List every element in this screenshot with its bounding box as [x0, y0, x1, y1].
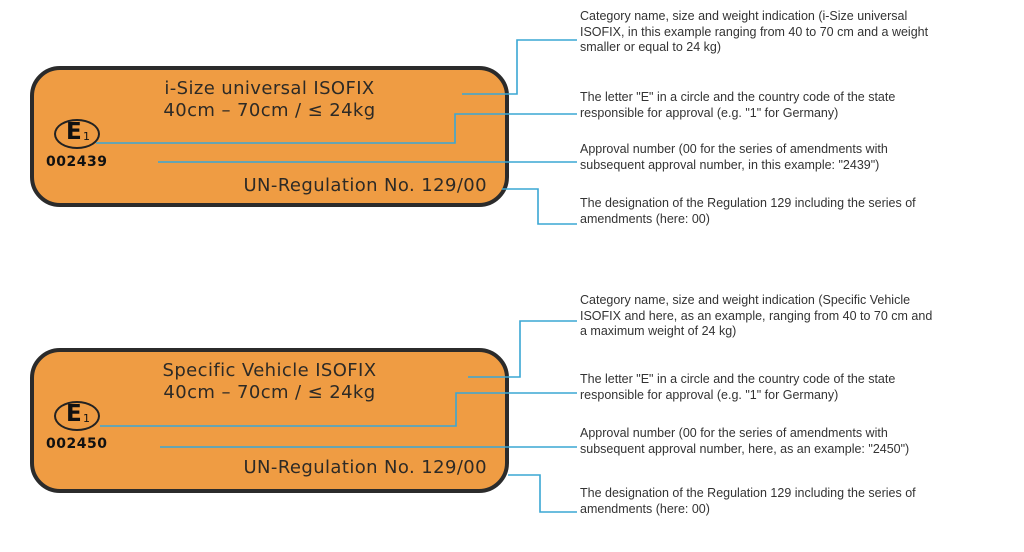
e-mark-country-code: 1: [83, 412, 90, 425]
regulation-designation: UN-Regulation No. 129/00: [243, 175, 487, 196]
approval-number: 002439: [46, 154, 108, 170]
e-mark-letter: E: [66, 119, 82, 145]
note-category: Category name, size and weight indication (Specific Vehicle ISOFIX and here, as an example, ranging from 40 to 70 cm and a maximum weight of 24 kg): [580, 293, 933, 338]
e-mark-country-code: 1: [83, 130, 90, 143]
leader-line-e-mark: [100, 393, 577, 426]
size-weight-indication: 40cm – 70cm / ≤ 24kg: [163, 100, 376, 121]
category-name: Specific Vehicle ISOFIX: [162, 360, 377, 381]
leader-line-regulation: [508, 475, 577, 512]
leader-line-e-mark: [96, 114, 577, 143]
note-regulation: The designation of the Regulation 129 including the series of amendments (here: 00): [580, 196, 916, 226]
note-e-mark: The letter "E" in a circle and the country code of the state responsible for approval (e.g. "1" for Germany): [580, 90, 896, 120]
approval-label-diagram-1: [0, 0, 1024, 272]
category-name: i-Size universal ISOFIX: [164, 78, 375, 99]
note-regulation: The designation of the Regulation 129 including the series of amendments (here: 00): [580, 486, 916, 516]
approval-number: 002450: [46, 436, 108, 452]
note-approval-number: Approval number (00 for the series of amendments with subsequent approval number, in this example: "2439"): [580, 142, 888, 172]
note-e-mark: The letter "E" in a circle and the country code of the state responsible for approval (e.g. "1" for Germany): [580, 372, 896, 402]
approval-label-diagram-2: [0, 280, 1024, 552]
size-weight-indication: 40cm – 70cm / ≤ 24kg: [163, 382, 376, 403]
regulation-designation: UN-Regulation No. 129/00: [243, 457, 487, 478]
note-category: Category name, size and weight indication (i-Size universal ISOFIX, in this example ranging from 40 to 70 cm and a weight smaller or equal to 24 kg): [580, 9, 929, 54]
note-approval-number: Approval number (00 for the series of amendments with subsequent approval number, here, as an example: "2450"): [580, 426, 910, 456]
leader-line-category: [468, 321, 577, 377]
leader-line-category: [462, 40, 577, 94]
e-mark-letter: E: [66, 401, 82, 427]
leader-line-regulation: [502, 189, 577, 224]
